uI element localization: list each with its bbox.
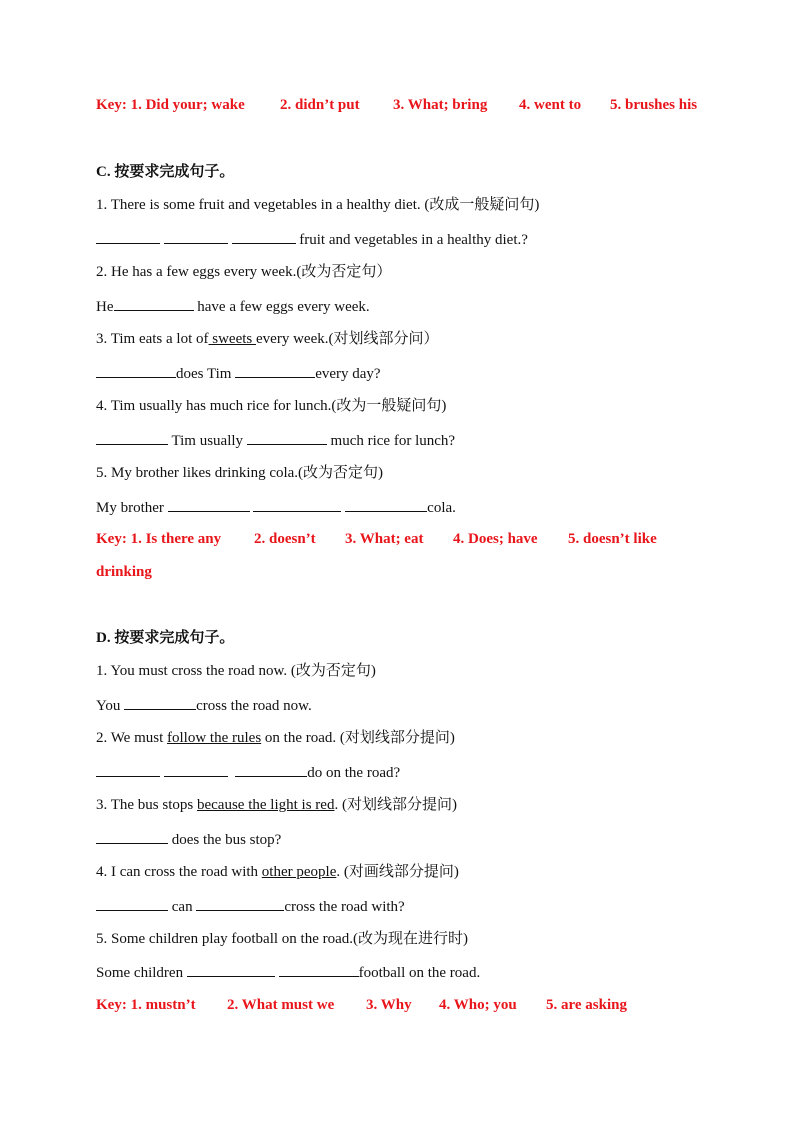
c-q2-post: have a few eggs every week. [193,299,370,315]
d-q3 [96,795,457,815]
c-q3-answer [96,363,381,384]
d-q3-post-answer: does the bus stop? [168,832,282,848]
c-q5-pre: My brother [96,500,168,516]
d-q5-pre: Some children [96,965,187,981]
d-q2 [96,728,455,748]
d-q5-answer [96,962,480,983]
blank[interactable] [96,762,160,777]
blank[interactable] [96,363,176,378]
key-d-item: 3. Why [366,997,412,1013]
d-q2-post: on the road. (对划线部分提问) [261,730,455,746]
key-b-item: 5. brushes his [610,97,698,113]
d-q3-post: . (对划线部分提问) [334,797,457,813]
blank[interactable] [124,695,196,710]
blank[interactable] [96,229,160,244]
d-q2-post-answer: do on the road? [307,765,401,781]
key-c-item: 4. Does; have [453,531,538,547]
c-q3-mid: does Tim [176,366,236,382]
c-q5: 5. My brother likes drinking cola.(改为否定句) [96,465,384,481]
c-q5-post: cola. [427,500,456,516]
d-q4-answer [96,896,405,917]
blank[interactable] [96,896,168,911]
c-q4-answer [96,430,455,451]
d-q1-answer [96,695,312,716]
key-c-item: 3. What; eat [345,531,424,547]
c-q1-answer [96,229,528,250]
key-d-item: 5. are asking [546,997,627,1013]
blank[interactable] [247,430,327,445]
key-b-item: 2. didn’t put [280,97,360,113]
d-q5: 5. Some children play football on the road.(改为现在进行时) [96,931,469,947]
blank[interactable] [279,962,359,977]
key-b [96,95,697,115]
key-c-item: 5. doesn’t like [568,531,657,547]
c-q3-post: every week.(对划线部分问） [256,331,439,347]
key-d-item: Key: 1. mustn’t [96,997,196,1013]
d-q5-post: football on the road. [358,965,481,981]
c-q3-underlined: sweets [208,331,257,347]
blank[interactable] [232,229,296,244]
c-q2-answer [96,296,370,317]
d-q4-pre: 4. I can cross the road with [96,864,262,880]
d-q3-answer [96,829,281,850]
d-q1-pre: You [96,698,125,714]
c-q4-mid: Tim usually [168,433,247,449]
c-q4: 4. Tim usually has much rice for lunch.(改为一般疑问句) [96,398,447,414]
c-q1: 1. There is some fruit and vegetables in a healthy diet. (改成一般疑问句) [96,197,540,213]
blank[interactable] [168,497,250,512]
blank[interactable] [96,829,168,844]
d-q4-post-answer: cross the road with? [284,899,405,915]
blank[interactable] [253,497,341,512]
d-q1: 1. You must cross the road now. (改为否定句) [96,663,376,679]
d-q3-underlined: because the light is red [196,797,335,813]
d-q4-mid: can [168,899,197,915]
blank[interactable] [114,296,194,311]
d-q4-underlined: other people [261,864,337,880]
blank[interactable] [345,497,427,512]
c-q2-pre: He [96,299,114,315]
d-q4 [96,862,459,882]
key-c-item: 2. doesn’t [254,531,316,547]
key-b-item: 3. What; bring [393,97,488,113]
section-d-heading: D. 按要求完成句子。 [96,630,235,646]
d-q2-pre: 2. We must [96,730,168,746]
d-q1-post: cross the road now. [196,698,312,714]
c-q1-answer-text: fruit and vegetables in a healthy diet.? [295,232,528,248]
blank[interactable] [235,762,307,777]
key-c-cont: drinking [96,564,152,580]
d-q3-pre: 3. The bus stops [96,797,197,813]
key-c-item: Key: 1. Is there any [96,531,222,547]
key-c [96,529,657,549]
key-d [96,995,627,1015]
d-q4-post: . (对画线部分提问) [336,864,459,880]
c-q2: 2. He has a few eggs every week.(改为否定句） [96,264,392,280]
blank[interactable] [96,430,168,445]
blank[interactable] [187,962,275,977]
blank[interactable] [164,762,228,777]
d-q2-underlined: follow the rules [167,730,262,746]
blank[interactable] [196,896,284,911]
c-q3-post-answer: every day? [315,366,381,382]
section-c-heading: C. 按要求完成句子。 [96,164,235,180]
key-d-item: 4. Who; you [439,997,517,1013]
key-b-item: 4. went to [519,97,582,113]
d-q2-answer [96,762,400,783]
c-q5-answer [96,497,456,518]
key-b-item: Key: 1. Did your; wake [96,97,245,113]
key-d-item: 2. What must we [227,997,335,1013]
blank[interactable] [235,363,315,378]
c-q4-post: much rice for lunch? [326,433,456,449]
c-q3-pre: 3. Tim eats a lot of [96,331,209,347]
c-q3 [96,329,438,349]
blank[interactable] [164,229,228,244]
